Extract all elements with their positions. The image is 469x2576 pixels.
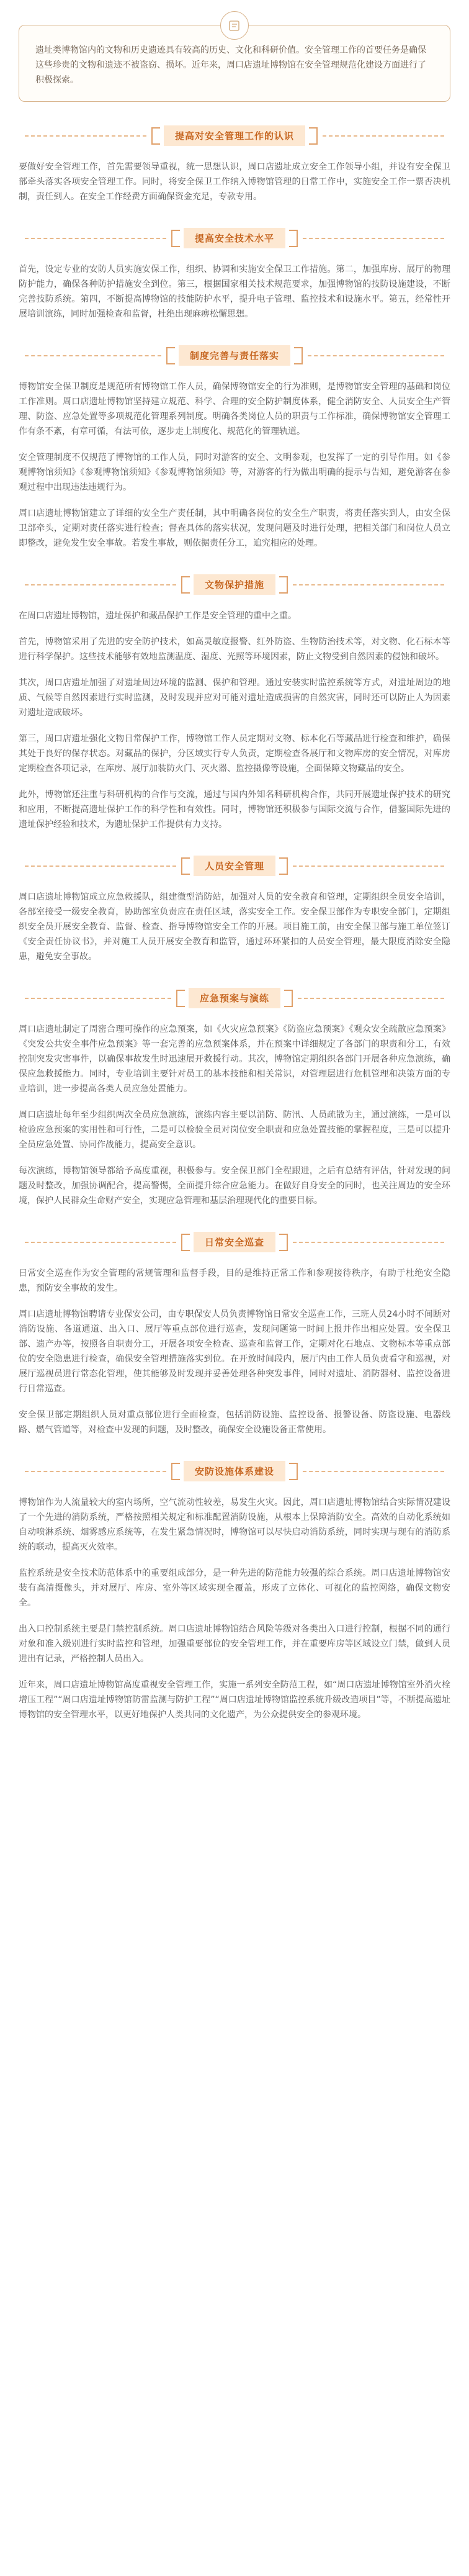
heading-divider-right: [308, 355, 444, 356]
heading-bracket-left: [181, 576, 190, 594]
body-paragraph: 博物馆作为人流量较大的室内场所，空气流动性较差，易发生火灾。因此，周口店遗址博物馆结合实际情况建设了一个先进的消防系统，严格按照相关规定和标准配置消防设施，从根本上保障消防安全。高效的自动化系统如自动喷淋系统、烟雾感应系统等，在发生紧急情况时，博物馆可以尽快启动消防系统，同时实现与现有的消防系统的联动，提高灭火效率。: [19, 1498, 450, 1552]
heading-bracket-right: [284, 990, 293, 1007]
body-paragraph: 日常安全巡查作为安全管理的常规管理和监督手段，目的是维持正常工作和参观接待秩序，有助于杜绝安全隐患，预防安全事故的发生。: [19, 1268, 450, 1293]
body-paragraph: 出入口控制系统主要是门禁控制系统。周口店遗址博物馆结合风险等级对各类出入口进行控制，根据不同的通行对象和准入级别进行实时监控和管理，加强重要部位的安全管理工作，并在重要库房等区域设立门禁，做到人员进出有记录，严格控制人员出入。: [19, 1624, 450, 1664]
body-paragraph: 首先，博物馆采用了先进的安全防护技术，如高灵敏度报警、红外防盗、生物防治技术等，对文物、化石标本等进行科学保护。这些技术能够有效地监测温度、湿度、光照等环境因素，防止文物受到自然因素的侵蚀和破坏。: [19, 637, 450, 662]
intro-badge: [220, 11, 249, 40]
body-paragraph: 安全保卫部定期组织人员对重点部位进行全面检查，包括消防设施、监控设备、报警设备、防盗设施、电器线路、燃气管道等，对检查中发现的问题，及时整改，确保安全设施设备正常使用。: [19, 1410, 450, 1435]
section-title: 制度完善与责任落实: [179, 345, 290, 366]
body-paragraph: 此外，博物馆还注重与科研机构的合作与交流，通过与国内外知名科研机构合作，共同开展遗址保护技术的研究和应用，不断提高遗址保护工作的科学性和有效性。同时，博物馆还积极参与国际交流与合作，借鉴国际先进的遗址保护经验和技术，为遗址保护工作提供有力支持。: [19, 790, 450, 829]
intro-text: 遗址类博物馆内的文物和历史遗迹具有较高的历史、文化和科研价值。安全管理工作的首要任务是确保这些珍贵的文物和遗迹不被盗窃、损坏。近年来，周口店遗址博物馆在安全管理规范化建设方面进行了积极探索。: [19, 25, 450, 102]
body-paragraph: 第三，周口店遗址强化文物日常保护工作，博物馆工作人员定期对文物、标本化石等藏品进行检查和维护，确保其处于良好的保存状态。对藏品的保护，分区域实行专人负责，定期检查各展厅和文物库房的安全情况，对库房定期检查各项记录，在库房、展厅加装防火门、灭火器、监控摄像等设施，全面保障文物藏品的安全。: [19, 734, 450, 774]
heading-divider-left: [25, 584, 176, 585]
scroll-icon: [228, 19, 241, 32]
body-paragraph: 周口店遗址博物馆建立了详细的安全生产责任制，其中明确各岗位的安全生产职责，将责任落实到人，由安全保卫部牵头，定期对责任落实进行检查；督查具体的落实状况，发现问题及时进行处理，把相关部门和岗位人员立即整改，避免发生安全事故。若发生事故，则依据责任分工，追究相应的处理。: [19, 508, 450, 548]
article-page: [0, 25, 469, 2576]
body-paragraph: 博物馆安全保卫制度是规范所有博物馆工作人员，确保博物馆安全的行为准则，是博物馆安全管理的基础和岗位工作准则。周口店遗址博物馆坚持建立规范、科学、合理的安全防护制度体系，健全消防安全、人员安全生产管理、防盗、应急处置等多项规范化管理系列制度。明确各类岗位人员的职责与工作标准，确保博物馆安全管理工作有条不紊，有章可循，有法可依，逐步走上制度化、规范化的管理轨道。: [19, 382, 450, 436]
section-heading: [25, 988, 444, 1008]
section-heading: [25, 856, 444, 876]
section-heading: [25, 574, 444, 595]
body-paragraph: 其次，周口店遗址加强了对遗址周边环境的监测、保护和管理。通过安装实时监控系统等方式，对遗址周边的地质、气候等自然因素进行实时监测，及时发现并应对可能对遗址造成损害的自然灾害，同时还可以防止人为因素对遗址造成破坏。: [19, 678, 450, 718]
heading-bracket-left: [151, 127, 160, 145]
heading-bracket-left: [176, 990, 185, 1007]
heading-bracket-right: [279, 576, 288, 594]
body-paragraph: 要做好安全管理工作，首先需要领导重视，统一思想认识，周口店遗址成立安全工作领导小组，并设有安全保卫部牵头落实各项安全管理工作。同时，将安全保卫工作纳入博物馆管理的日常工作中，实施安全工作一票否决机制，责任到人。在安全工作经费方面确保资金充足，专款专用。: [19, 162, 450, 202]
section-title: 安防设施体系建设: [184, 1461, 285, 1481]
heading-divider-left: [25, 238, 166, 239]
body-paragraph: 在周口店遗址博物馆，遗址保护和藏品保护工作是安全管理的重中之重。: [19, 611, 297, 621]
heading-divider-right: [293, 584, 444, 585]
body-paragraph: 每次演练，博物馆领导都给予高度重视，积极参与。安全保卫部门全程跟进，之后有总结有评估，针对发现的问题及时整改，加强协调配合，提高警惕，全面提升综合应急能力。在做好自身安全的同时，也关注周边的安全环境，保护人民群众生命财产安全，实现应急管理和基层治理现代化的重要目标。: [19, 1166, 450, 1206]
body-paragraph: 周口店遗址制定了周密合理可操作的应急预案，如《火灾应急预案》《防盗应急预案》《观众安全疏散应急预案》《突发公共安全事件应急预案》等一套完善的应急预案体系，并在预案中详细规定了各部门的职责和分工，有效控制突发灾害事件，以确保事故发生时迅速展开救援行动。其次，博物馆定期组织各部门开展各种应急演练，确保应急救援能力。同时，专业培训主要针对员工的基本技能和相关常识，对管理层进行危机管理和决策方面的专业培训，进一步提高各类人员应急处置能力。: [19, 1024, 450, 1094]
section-heading: [25, 125, 444, 146]
body-paragraph: 近年来，周口店遗址博物馆高度重视安全管理工作，实施一系列安全防范工程，如“周口店遗址博物馆室外消火栓增压工程”“周口店遗址博物馆防雷监测与防护工程”“周口店遗址博物馆监控系统升级改造项目”等，不断提高遗址博物馆的安全管理水平，以更好地保护人类共同的文化遗产，为公众提供安全的参观环境。: [19, 1680, 450, 1720]
heading-divider-right: [298, 998, 444, 999]
section-title: 文物保护措施: [194, 574, 275, 595]
heading-divider-left: [25, 1242, 176, 1243]
heading-bracket-right: [289, 230, 298, 247]
heading-bracket-left: [171, 230, 180, 247]
body-paragraph: 首先，设定专业的安防人员实施安保工作，组织、协调和实施安全保卫工作措施。第二，加强库房、展厅的物理防护能力，确保各种防护措施安全到位。第三，根据国家相关技术规范要求，加强博物馆的技防设施建设，不断完善技防系统。第四，不断提高博物馆的技能防护水平，提升电子管理、监控技术和设施水平。第五，经常性开展培训演练，同时加强检查和监督，杜绝出现麻痹松懈思想。: [19, 264, 450, 319]
heading-divider-left: [25, 998, 171, 999]
heading-bracket-right: [289, 1463, 298, 1480]
heading-divider-right: [293, 1242, 444, 1243]
heading-bracket-left: [166, 347, 175, 364]
heading-divider-left: [25, 355, 161, 356]
heading-bracket-left: [171, 1463, 180, 1480]
heading-bracket-left: [181, 857, 190, 875]
footer-decoration: [0, 2545, 469, 2564]
heading-bracket-left: [181, 1234, 190, 1251]
heading-divider-left: [25, 1471, 166, 1472]
body-paragraph: 周口店遗址博物馆聘请专业保安公司，由专职保安人员负责博物馆日常安全巡查工作，三班人员24小时不间断对消防设施、各道通道、出入口、展厅等重点部位进行巡查，发现问题第一时间上报并作出相应处置。安全保卫部、遗产办等，按照各自职责分工，开展各项安全检查、巡查和监督工作，定期对化石地点、文物标本等重点部位的安全隐患进行检查，确保安全管理措施落实到位。在开放时间段内，展厅内由工作人员负责看守和巡视，对展厅巡视员进行常态化管理，使其能够及时发现并妥善处理各种突发事件，同时对遗址、消防器材、监控设备进行日常巡查。: [19, 1309, 450, 1394]
heading-bracket-right: [279, 1234, 288, 1251]
body-paragraph: 安全管理制度不仅规范了博物馆的工作人员，同时对游客的安全、文明参观，也发挥了一定的引导作用。如《参观博物馆须知》《参观博物馆须知》《参观博物馆须知》等，对游客的行为做出明确的提示与告知，避免游客在参观过程中出现违法违规行为。: [19, 453, 450, 492]
intro-section: [19, 25, 450, 102]
heading-bracket-right: [294, 347, 303, 364]
heading-divider-left: [25, 135, 146, 137]
heading-divider-left: [25, 865, 176, 867]
article-sections: [0, 125, 469, 1722]
body-paragraph: 监控系统是安全技术防范体系中的重要组成部分，是一种先进的防范能力较强的综合系统。周口店遗址博物馆安装有高清摄像头，并对展厅、库房、室外等区域实现全覆盖，形成了立体化、可视化的监控网络，确保文物安全。: [19, 1568, 450, 1608]
heading-divider-right: [323, 135, 444, 137]
section-title: 提高安全技术水平: [184, 228, 285, 248]
section-title: 提高对安全管理工作的认识: [164, 125, 305, 146]
heading-bracket-right: [279, 857, 288, 875]
heading-bracket-right: [309, 127, 318, 145]
heading-divider-right: [303, 238, 444, 239]
section-heading: [25, 345, 444, 366]
heading-divider-right: [303, 1471, 444, 1472]
section-heading: [25, 228, 444, 248]
section-title: 日常安全巡查: [194, 1232, 275, 1252]
section-title: 人员安全管理: [194, 856, 275, 876]
section-heading: [25, 1232, 444, 1252]
body-paragraph: 周口店遗址每年至少组织两次全员应急演练，演练内容主要以消防、防汛、人员疏散为主，通过演练，一是可以检验应急预案的实用性和可行性，二是可以检验全员对岗位安全职责和应急处置技能的掌握程度，三是可以提升全员应急处置、协同作战能力，提高安全意识。: [19, 1110, 450, 1150]
section-title: 应急预案与演练: [189, 988, 280, 1008]
body-paragraph: 周口店遗址博物馆成立应急救援队，组建微型消防站，加强对人员的安全教育和管理，定期组织全员安全培训，各部室接受一级安全教育，协助部室负责应在责任区域，落实安全工作。安全保卫部作为专职安全部门，定期组织安全员开展安全教育、监督、检查、指导博物馆安全工作的开展。项目施工前，由安全保卫部与施工单位签订《安全责任协议书》，并对施工人员开展安全教育和监管，通过环环紧扣的人员安全管理，最大限度消除安全隐患，避免安全事故。: [19, 892, 450, 962]
heading-divider-right: [293, 865, 444, 867]
section-heading: [25, 1461, 444, 1481]
